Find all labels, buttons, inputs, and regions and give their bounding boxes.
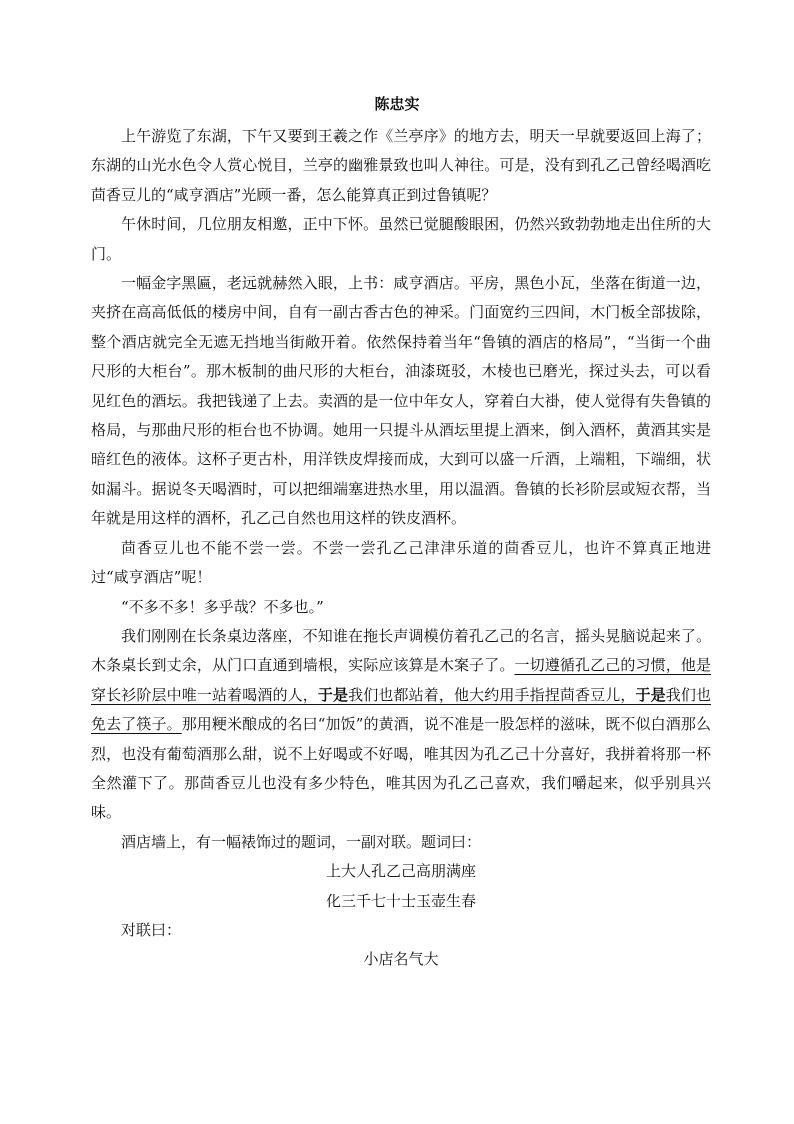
inscription-line-2: 化三千七十士玉壶生春: [325, 891, 476, 910]
paragraph-6: [91, 622, 711, 828]
underlined-text-1: 一切遵循孔乙己的习惯，他是穿长衫阶层中唯一站着喝酒的人，: [91, 656, 711, 704]
paragraph-7: 酒店墙上，有一幅裱饰过的题词，一副对联。题词曰：: [121, 832, 482, 851]
paragraph-5: “不多不多！多乎哉？不多也。”: [121, 597, 324, 616]
paragraph-4: 茴香豆儿也不能不尝一尝。不尝一尝孔乙己津津乐道的茴香豆儿，也许不算真正地进过“咸亨酒店”呢！: [91, 538, 711, 587]
page-title: 陈忠实: [374, 95, 420, 113]
bold-underlined-yushi-2: 于是: [635, 685, 666, 704]
paragraph-3: 一幅金字黑匾，老远就赫然入眼，上书：咸亨酒店。平房，黑色小瓦，坐落在街道一边，夹挤在高高低低的楼房中间，自有一副古香古色的神采。门面宽约三四间，木门板全部拔除，整个酒店就完全无遮无挡地当街敞开着。依然保持着当年“鲁镇的酒店的格局”，“当街一个曲尺形的大柜台”。那木板制的曲尺形的大柜台，油漆斑驳，木棱也已磨光，探过头去，可以看见红色的酒坛。我把钱递了上去。卖酒的是一位中年女人，穿着白大褂，使人觉得有失鲁镇的格局，与那曲尺形的柜台也不协调。她用一只提斗从酒坛里提上酒来，倒入酒杯，黄酒其实是暗红色的液体。这杯子更古朴，用洋铁皮焊接而成，大到可以盛一斤酒，上端粗，下端细，状如漏斗。据说冬天喝酒时，可以把细端塞进热水里，用以温酒。鲁镇的长衫阶层或短衣帮，当年就是用这样的酒杯，孔乙己自然也用这样的铁皮酒杯。: [91, 274, 711, 528]
bold-underlined-yushi-1: 于是: [317, 685, 349, 704]
paragraph-1: 上午游览了东湖，下午又要到王羲之作《兰亭序》的地方去，明天一早就要返回上海了；东湖的山光水色令人赏心悦目，兰亭的幽雅景致也叫人神往。可是，没有到孔乙己曾经喝酒吃茴香豆儿的“咸亨酒店”光顾一番，怎么能算真正到过鲁镇呢？: [91, 127, 711, 204]
underlined-text-2: 我们也都站着，他大约用手指捏茴香豆儿，: [348, 685, 636, 704]
paragraph-8: 对联曰：: [121, 920, 182, 939]
inscription-line-1: 上大人孔乙己高朋满座: [325, 862, 476, 881]
article-body: [91, 122, 711, 975]
paragraph-6-plain-start: 我们刚刚在长条桌边落座，不知谁在拖长声调模仿着孔乙己的名言，摇头晃脑说起来了。木条桌长到丈余，从门口直通到墙根，实际应该算是木案子了。: [91, 626, 711, 675]
paragraph-2: 午休时间，几位朋友相邀，正中下怀。虽然已觉腿酸眼困，仍然兴致勃勃地走出住所的大门。: [91, 215, 711, 263]
underlined-text-3: 我们也免去了筷子。: [91, 685, 711, 734]
couplet-line-1: 小店名气大: [363, 950, 439, 969]
paragraph-6-plain-end: 那用粳米酿成的名曰“加饭”的黄酒，说不准是一股怎样的滋味，既不似白酒那么烈，也没有葡萄酒那么甜，说不上好喝或不好喝，唯其因为孔乙己十分喜好，我拼着将那一杯全然灌下了。那茴香豆儿也没有多少特色，唯其因为孔乙己喜欢，我们嚼起来，似乎别具兴味。: [91, 715, 711, 822]
